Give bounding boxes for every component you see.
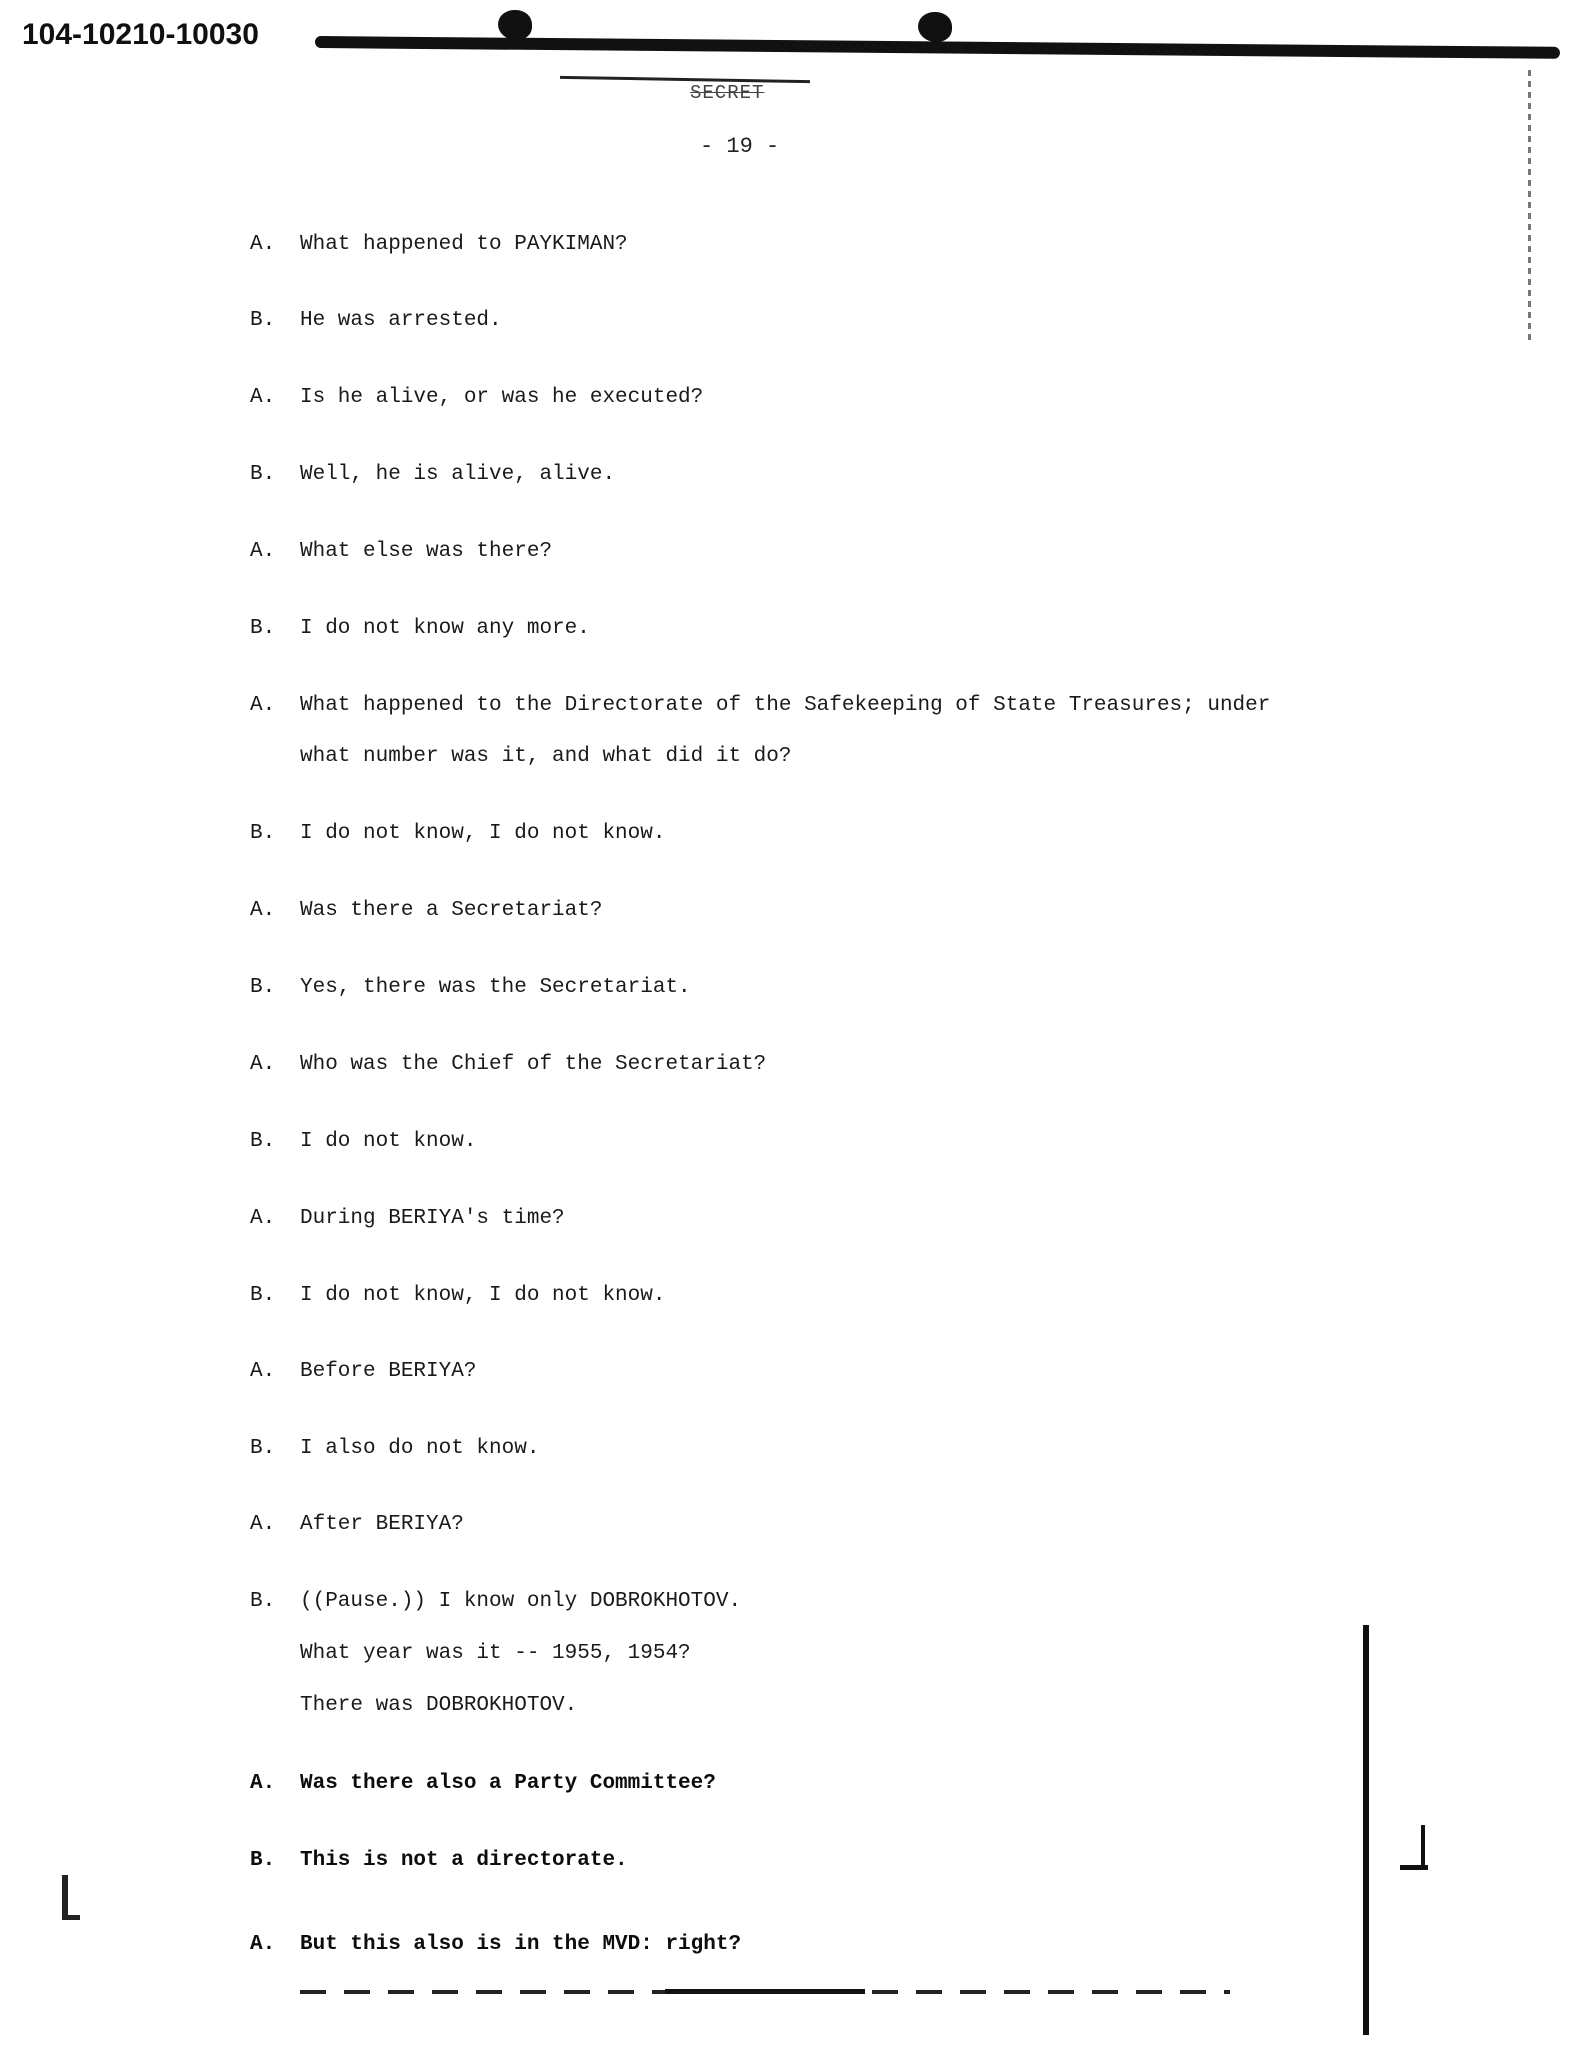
- speaker-label: A.: [250, 1513, 276, 1536]
- speaker-label: B.: [250, 1590, 276, 1613]
- line-text: Was there also a Party Committee?: [300, 1772, 716, 1795]
- line-text: What happened to PAYKIMAN?: [300, 233, 628, 256]
- line-text: During BERIYA's time?: [300, 1207, 565, 1230]
- line-text: He was arrested.: [300, 309, 502, 332]
- transcript-line: [250, 975, 691, 1001]
- speaker-label: A.: [250, 1933, 276, 1956]
- transcript-line: [250, 1436, 539, 1462]
- transcript-line: [250, 1771, 716, 1797]
- transcript-line: [250, 1932, 741, 1958]
- line-text: After BERIYA?: [300, 1513, 464, 1536]
- transcript-line: [250, 385, 703, 411]
- transcript-line: [250, 1359, 476, 1385]
- ink-blot: [918, 12, 952, 42]
- speaker-label: A.: [250, 1360, 276, 1383]
- transcript-line: [250, 1848, 628, 1874]
- scan-edge-artifact: [1400, 1865, 1428, 1870]
- speaker-label: B.: [250, 1849, 276, 1872]
- transcript-line: [250, 616, 590, 642]
- line-text: what number was it, and what did it do?: [300, 745, 792, 768]
- transcript-line: [250, 232, 628, 258]
- transcript-line-continuation: [300, 1641, 691, 1667]
- speaker-label: A.: [250, 540, 276, 563]
- speaker-label: A.: [250, 899, 276, 922]
- classification-strike: [560, 76, 810, 83]
- speaker-label: A.: [250, 233, 276, 256]
- transcript-line: [250, 308, 502, 334]
- line-text: ((Pause.)) I know only DOBROKHOTOV.: [300, 1590, 742, 1613]
- scan-edge-artifact: [62, 1915, 80, 1920]
- line-text: I do not know any more.: [300, 617, 590, 640]
- transcript-line: [250, 1129, 476, 1155]
- page-number: - 19 -: [700, 134, 780, 159]
- speaker-label: A.: [250, 1053, 276, 1076]
- line-text: I do not know, I do not know.: [300, 1284, 666, 1307]
- speaker-label: B.: [250, 1437, 276, 1460]
- transcript-line: [250, 1052, 766, 1078]
- speaker-label: A.: [250, 694, 276, 717]
- line-text: Was there a Secretariat?: [300, 899, 603, 922]
- speaker-label: B.: [250, 1130, 276, 1153]
- line-text: Well, he is alive, alive.: [300, 463, 616, 486]
- speaker-label: A.: [250, 386, 276, 409]
- transcript-line: [250, 1512, 464, 1538]
- scan-edge-artifact: [1421, 1825, 1425, 1865]
- ink-blot: [498, 10, 532, 40]
- line-text: There was DOBROKHOTOV.: [300, 1694, 578, 1717]
- bottom-rule-segment: [665, 1989, 865, 1994]
- line-text: I also do not know.: [300, 1437, 540, 1460]
- speaker-label: B.: [250, 617, 276, 640]
- line-text: What happened to the Directorate of the Safekeeping of State Treasures; under: [300, 694, 1271, 717]
- scan-edge-artifact: [1528, 70, 1531, 340]
- speaker-label: B.: [250, 463, 276, 486]
- line-text: What year was it -- 1955, 1954?: [300, 1642, 691, 1665]
- transcript-line: [250, 821, 665, 847]
- speaker-label: A.: [250, 1772, 276, 1795]
- transcript-line: [250, 693, 1270, 719]
- line-text: What else was there?: [300, 540, 553, 563]
- transcript-line: [250, 898, 602, 924]
- line-text: Who was the Chief of the Secretariat?: [300, 1053, 767, 1076]
- transcript-line-continuation: [300, 744, 791, 770]
- line-text: Yes, there was the Secretariat.: [300, 976, 691, 999]
- line-text: I do not know.: [300, 1130, 477, 1153]
- transcript-line: [250, 539, 552, 565]
- transcript-line: [250, 462, 615, 488]
- line-text: I do not know, I do not know.: [300, 822, 666, 845]
- scan-edge-artifact: [1363, 1625, 1369, 2035]
- speaker-label: B.: [250, 976, 276, 999]
- scan-edge-artifact: [62, 1875, 68, 1920]
- speaker-label: A.: [250, 1207, 276, 1230]
- line-text: Before BERIYA?: [300, 1360, 477, 1383]
- line-text: This is not a directorate.: [300, 1849, 628, 1872]
- speaker-label: B.: [250, 1284, 276, 1307]
- speaker-label: B.: [250, 309, 276, 332]
- transcript-line: [250, 1206, 565, 1232]
- transcript-line: [250, 1283, 665, 1309]
- document-id: 104-10210-10030: [22, 18, 259, 51]
- transcript-line-continuation: [300, 1693, 577, 1719]
- line-text: Is he alive, or was he executed?: [300, 386, 704, 409]
- transcript-line: [250, 1589, 741, 1615]
- speaker-label: B.: [250, 822, 276, 845]
- line-text: But this also is in the MVD: right?: [300, 1933, 742, 1956]
- classification-marking: SECRET: [690, 82, 765, 104]
